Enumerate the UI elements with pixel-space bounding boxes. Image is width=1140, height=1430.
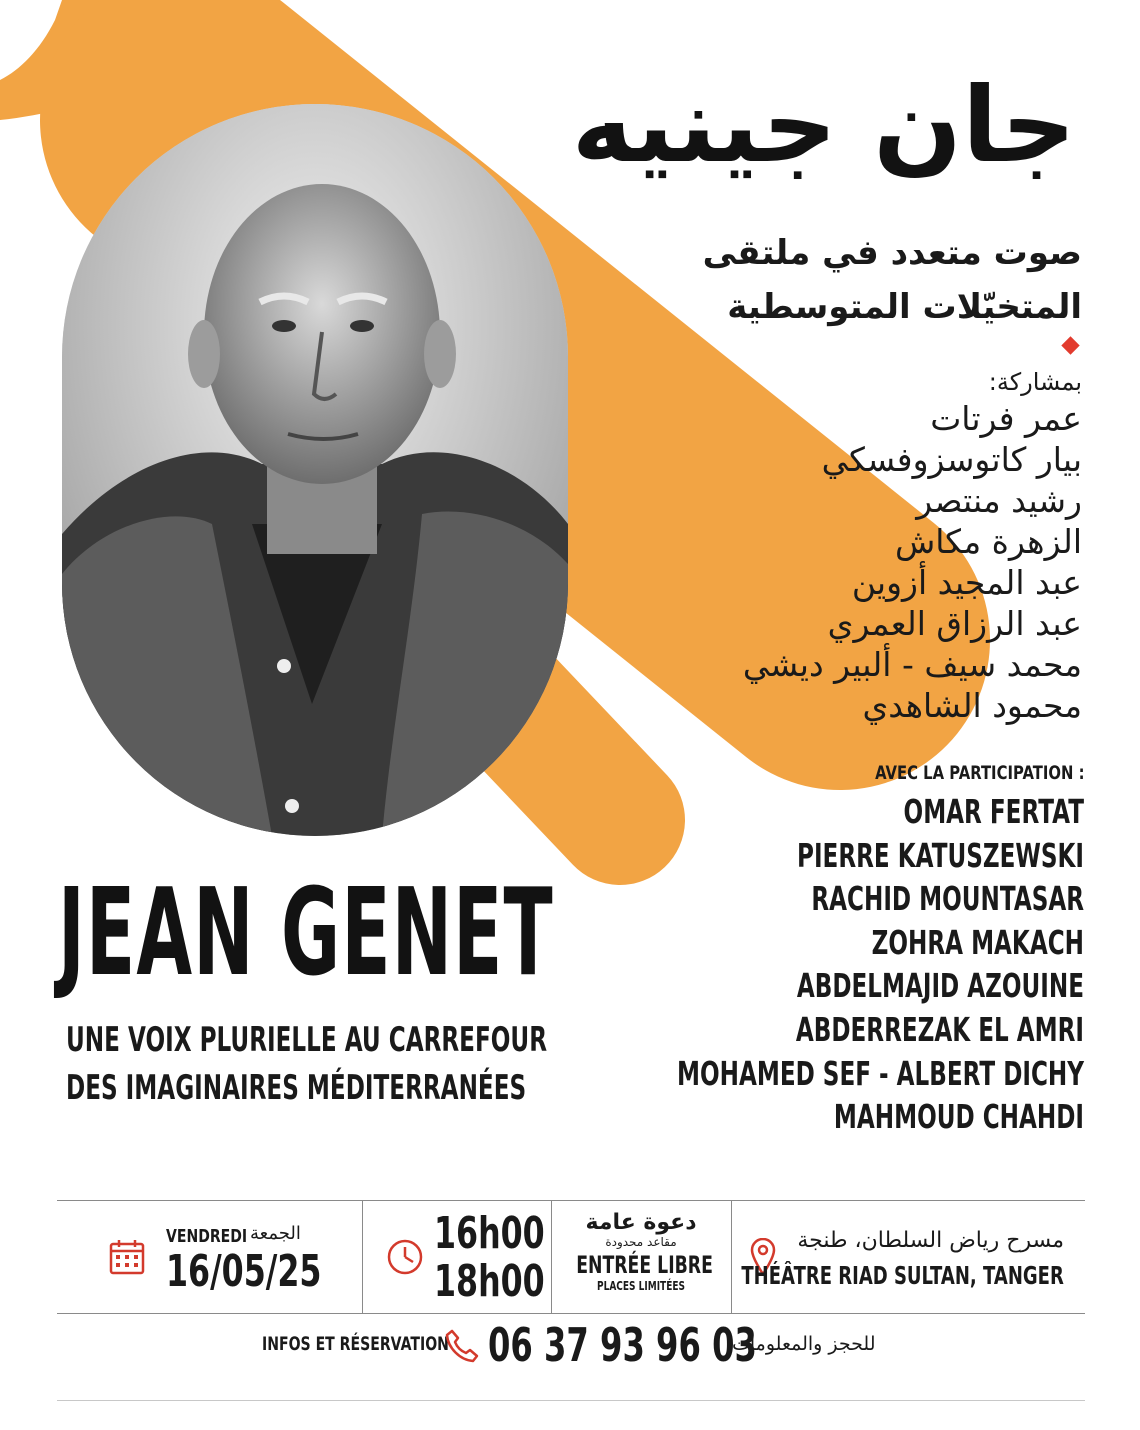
start-time: 16h00 — [434, 1208, 545, 1259]
french-participant: PIERRE KATUSZEWSKI — [797, 835, 1084, 875]
contact-label-ar: للحجز والمعلومات — [732, 1333, 876, 1355]
arabic-participation-label: بمشاركة: — [988, 368, 1082, 396]
arabic-participant: عبد المجيد أزوين — [851, 563, 1082, 602]
entry-ar-sub: مقاعد محدودة — [605, 1235, 677, 1249]
venue-ar: مسرح رياض السلطان، طنجة — [797, 1228, 1064, 1253]
entry-fr-main: ENTRÉE LIBRE — [576, 1251, 713, 1279]
date-day-ar: الجمعة — [250, 1223, 301, 1244]
info-divider — [362, 1200, 363, 1313]
arabic-participant: محمد سيف - ألبير ديشي — [742, 645, 1082, 684]
french-participant: RACHID MOUNTASAR — [811, 879, 1084, 919]
french-subtitle-line-1: UNE VOIX PLURIELLE AU CARREFOUR — [66, 1020, 548, 1060]
french-title: JEAN GENET — [58, 864, 554, 1003]
entry-fr-sub: PLACES LIMITÉES — [597, 1279, 685, 1293]
info-divider — [731, 1200, 732, 1313]
french-participation-label: AVEC LA PARTICIPATION : — [874, 762, 1084, 784]
arabic-participants-list — [662, 398, 1082, 726]
french-participant: OMAR FERTAT — [903, 792, 1084, 831]
clock-icon — [386, 1238, 424, 1276]
arabic-participant: محمود الشاهدي — [862, 686, 1082, 725]
arabic-participant: عبد الرزاق العمري — [827, 604, 1082, 643]
arabic-subtitle — [703, 226, 1082, 335]
french-participant: ABDERREZAK EL AMRI — [795, 1009, 1084, 1049]
entry-ar-main: دعوة عامة — [585, 1210, 697, 1235]
portrait-photo — [62, 104, 568, 836]
french-participant: ZOHRA MAKACH — [871, 922, 1084, 962]
phone-icon — [444, 1328, 480, 1364]
venue-fr: THÉÂTRE RIAD SULTAN, TANGER — [741, 1261, 1064, 1290]
date-day-fr: VENDREDI — [166, 1226, 248, 1247]
arabic-subtitle-line-2: المتخيّلات المتوسطية — [727, 287, 1082, 328]
calendar-icon — [108, 1238, 146, 1276]
arabic-participant: الزهرة مكاش — [894, 522, 1082, 561]
arabic-participant: عمر فرتات — [930, 399, 1082, 438]
end-time: 18h00 — [434, 1256, 545, 1307]
french-participant: MOHAMED SEF - ALBERT DICHY — [676, 1053, 1084, 1093]
entry-info — [551, 1210, 731, 1293]
arabic-participant: بيار كاتوسزوفسكي — [821, 440, 1082, 479]
arabic-participant: رشيد منتصر — [916, 481, 1082, 520]
french-subtitle — [66, 1016, 547, 1112]
info-bar-top-rule — [57, 1200, 1085, 1201]
contact-label-fr: INFOS ET RÉSERVATION — [262, 1333, 449, 1355]
info-bar-bottom-rule — [57, 1313, 1085, 1314]
contact-phone: 06 37 93 96 03 — [488, 1318, 757, 1372]
french-participants-list — [464, 790, 1084, 1139]
event-date: 16/05/25 — [166, 1246, 322, 1297]
arabic-title: جان جينيه — [571, 64, 1076, 186]
french-participant: ABDELMAJID AZOUINE — [796, 966, 1084, 1006]
french-participant: MAHMOUD CHAHDI — [833, 1097, 1084, 1137]
portrait-illustration — [62, 104, 568, 836]
french-subtitle-line-2: DES IMAGINAIRES MÉDITERRANÉES — [66, 1068, 527, 1108]
arabic-subtitle-line-1: صوت متعدد في ملتقى — [702, 233, 1082, 273]
footer-rule — [57, 1400, 1085, 1401]
